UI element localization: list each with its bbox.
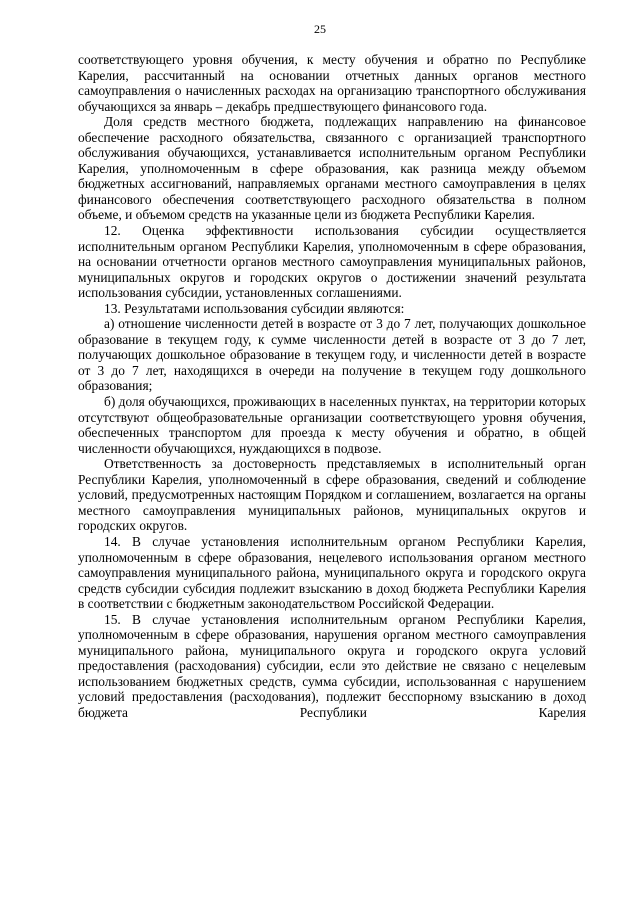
paragraph-13a-preschool-ratio: а) отношение численности детей в возрасте от 3 до 7 лет, получающих дошкольное образование в текущем году, к сумме численности детей в возрасте от 3 до 7 лет, получающих дошкольное образование в текущем году, и численности детей в возрасте от 3 до 7 лет, находящихся в очереди на получение в текущем году дошкольного образования; [78,316,586,394]
paragraph-14-misuse-recovery: 14. В случае установления исполнительным органом Республики Карелия, уполномоченным в сфере образования, нецелевого использования органом местного самоуправления муниципального района, муниципального округа и городского округа средств субсидии субсидия подлежит взысканию в доход бюджета Республики Карелия в соответствии с бюджетным законодательством Российской Федерации. [78,533,586,612]
paragraph-responsibility: Ответственность за достоверность представляемых в исполнительный орган Республики Карелия, уполномоченный в сфере образования, сведений и соблюдение условий, предусмотренных настоящим Порядком и соглашением, возлагается на органы местного самоуправления муниципальных районов, муниципальных округов и городских округов. [78,456,586,534]
paragraph-13b-transport-share: б) доля обучающихся, проживающих в населенных пунктах, на территории которых отсутствуют общеобразовательные организации соответствующего уровня обучения, обеспеченных транспортом для проезда к месту обучения и обратно, в общей численности обучающихся, нуждающихся в подвозе. [78,394,586,456]
paragraph-13-results-heading: 13. Результатами использования субсидии являются: [104,300,405,316]
paragraph-continuation: соответствующего уровня обучения, к месту обучения и обратно по Республике Карелия, рассчитанный на основании отчетных данных органов местного самоуправления о начисленных расходах на организацию транспортного обслуживания обучающихся за январь – декабрь предшествующего финансового года. [78,52,586,114]
paragraph-12-efficiency-assessment: 12. Оценка эффективности использования субсидии осуществляется исполнительным органом Республики Карелия, уполномоченным в сфере образования, на основании отчетности органов местного самоуправления муниципальных районов, муниципальных округов и городских округов о достижении значений результата использования субсидии, установленных соглашениями. [78,223,586,301]
page-number: 25 [314,22,326,36]
document-body [78,52,586,721]
paragraph-local-budget-share: Доля средств местного бюджета, подлежащих направлению на финансовое обеспечение расходного обязательства, связанного с организацией транспортного обслуживания обучающихся, устанавливается исполнительным органом Республики Карелия, уполномоченным в сфере образования, как разница между объемом бюджетных ассигнований, направляемых органами местного самоуправления в целях финансового обеспечения соответствующего расходного обязательства в полном объеме, и объемом средств на указанные цели из бюджета Республики Карелия. [78,114,586,223]
paragraph-15-violation-recovery: 15. В случае установления исполнительным органом Республики Карелия, уполномоченным в сфере образования, нарушения органом местного самоуправления муниципального района, муниципального округа и городского округа условий предоставления (расходования) субсидии, если это действие не связано с нецелевым использованием бюджетных средств, сумма субсидии, использованная с нарушением условий предоставления (расходования), подлежит бесспорному взысканию в доход бюджета Республики Карелия [78,611,586,720]
